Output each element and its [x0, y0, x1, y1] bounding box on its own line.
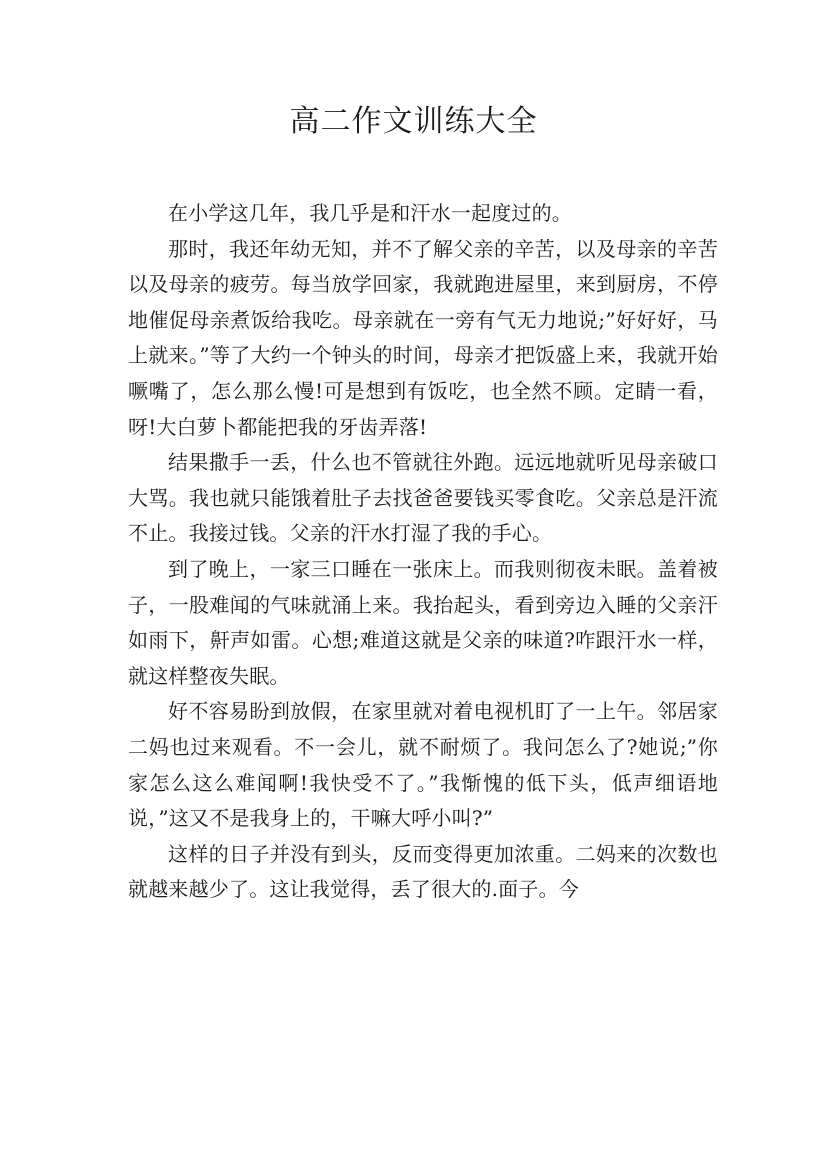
paragraph: 到了晚上，一家三口睡在一张床上。而我则彻夜未眠。盖着被子，一股难闻的气味就涌上来。我抬起头，看到旁边入睡的父亲汗如雨下，鼾声如雷。心想;难道这就是父亲的味道?咋跟汗水一样，就这样整夜失眠。 — [128, 556, 718, 688]
paragraph: 那时，我还年幼无知，并不了解父亲的辛苦，以及母亲的辛苦以及母亲的疲劳。每当放学回家，我就跑进屋里，来到厨房，不停地催促母亲煮饭给我吃。母亲就在一旁有气无力地说;”好好好，马上就来。”等了大约一个钟头的时间，母亲才把饭盛上来，我就开始噘嘴了，怎么那么慢!可是想到有饭吃，也全然不顾。定睛一看，呀!大白萝卜都能把我的牙齿弄落! — [128, 236, 718, 439]
document-body — [128, 196, 718, 908]
paragraph: 好不容易盼到放假，在家里就对着电视机盯了一上午。邻居家二妈也过来观看。不一会儿，就不耐烦了。我问怎么了?她说;”你家怎么这么难闻啊!我快受不了。”我惭愧的低下头，低声细语地说，”这又不是我身上的，干嘛大呼小叫?” — [128, 699, 718, 831]
paragraph: 在小学这几年，我几乎是和汗水一起度过的。 — [168, 201, 572, 225]
paragraph: 结果撒手一丢，什么也不管就往外跑。远远地就听见母亲破口大骂。我也就只能饿着肚子去找爸爸要钱买零食吃。父亲总是汗流不止。我接过钱。父亲的汗水打湿了我的手心。 — [128, 450, 718, 546]
document-title: 高二作文训练大全 — [289, 104, 538, 139]
paragraph: 这样的日子并没有到头，反而变得更加浓重。二妈来的次数也就越来越少了。这让我觉得，丢了很大的.面子。今 — [128, 841, 718, 902]
